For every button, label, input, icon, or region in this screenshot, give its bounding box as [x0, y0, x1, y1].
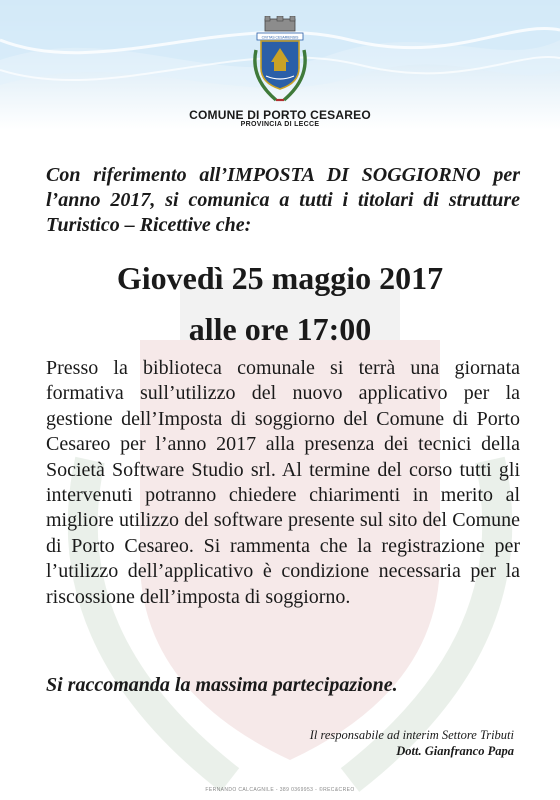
municipality-title: COMUNE DI PORTO CESAREO — [189, 108, 371, 122]
notice-body: Presso la biblioteca comunale si terrà una giornata formativa sull’utilizzo del nuovo applicativo per la gestione dell’Imposta di soggiorno del Comune di Porto Cesareo per l’anno 2017 alla presenza dei tecnici della Società Software Studio srl. Al termine del corso tutti gli intervenuti potranno chiedere chiarimenti in merito al migliore utilizzo del software presente sul sito del Comune di Porto Cesareo. Si rammenta che la registrazione per l’utilizzo dell’applicativo è condizione necessaria per la riscossione dell’imposta di soggiorno. — [46, 357, 520, 608]
signatory-name: Dott. Gianfranco Papa — [396, 744, 514, 758]
notice-intro: Con riferimento all’IMPOSTA DI SOGGIORNO per l’anno 2017, si comunica a tutti i titolari di strutture Turistico – Ricettive che: — [46, 164, 520, 236]
province-subtitle: PROVINCIA DI LECCE — [240, 121, 320, 128]
event-time: alle ore 17:00 — [188, 311, 372, 347]
crest-banner-text: CIVITAS CESARIENSIS — [261, 35, 299, 40]
event-date: Giovedì 25 maggio 2017 — [116, 260, 444, 296]
signatory-role: Il responsabile ad interim Settore Tributi — [309, 728, 514, 742]
closing-call: Si raccomanda la massima partecipazione. — [46, 674, 398, 696]
footer-credit: FERNANDO CALCAGNILE - 389 0369953 - ©REC&CREO — [205, 787, 355, 793]
municipal-crest-icon — [246, 16, 314, 106]
